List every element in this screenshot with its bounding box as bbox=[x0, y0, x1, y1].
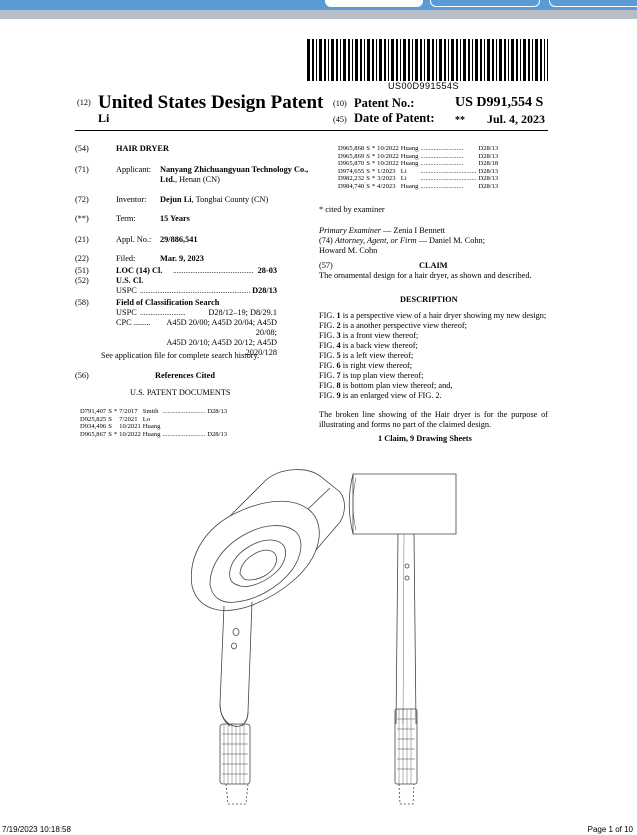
reference-row bbox=[80, 431, 229, 439]
barcode-bar bbox=[540, 39, 542, 81]
design-title: HAIR DRYER bbox=[116, 144, 169, 153]
barcode-bar bbox=[528, 39, 530, 81]
reference-no: D965,867 bbox=[80, 430, 107, 438]
barcode-bar bbox=[496, 39, 497, 81]
fig-text: is right view thereof; bbox=[340, 361, 413, 370]
barcode-bar bbox=[508, 39, 509, 81]
term-label: Term: bbox=[116, 214, 136, 223]
reference-cls: D28/13 bbox=[478, 175, 499, 183]
fig-number: 5 bbox=[336, 351, 341, 360]
description-heading: DESCRIPTION bbox=[400, 295, 458, 304]
reference-no: D974,655 bbox=[338, 167, 365, 175]
field-code: (57) bbox=[319, 261, 333, 270]
barcode-bar bbox=[532, 39, 533, 81]
field-code: (52) bbox=[75, 276, 89, 285]
reference-dots: .......................... bbox=[420, 160, 464, 168]
barcode-bar bbox=[487, 39, 490, 81]
barcode-bar bbox=[415, 39, 418, 81]
reference-row bbox=[338, 145, 500, 153]
reference-k: S bbox=[108, 415, 112, 423]
field-code: (56) bbox=[75, 371, 89, 380]
broken-line-note: The broken line showing of the Hair dryer is for the purpose of illustrating and forms no part of the claimed design. bbox=[319, 410, 548, 429]
claim-heading: CLAIM bbox=[419, 261, 448, 270]
reference-row bbox=[338, 183, 500, 191]
fig-prefix: FIG. bbox=[319, 311, 337, 320]
reference-date: 7/2021 bbox=[119, 415, 138, 423]
reference-cls: D28/13 bbox=[207, 430, 228, 438]
reference-dots: .......................... bbox=[162, 430, 206, 438]
loc-value: 28-03 bbox=[257, 266, 277, 275]
barcode-bar bbox=[472, 39, 473, 81]
barcode-bar bbox=[475, 39, 478, 81]
date-code: (45) bbox=[333, 115, 347, 124]
toolbar-button-1[interactable] bbox=[325, 0, 423, 7]
attorney-code: (74) bbox=[319, 236, 333, 245]
barcode-bar bbox=[499, 39, 502, 81]
reference-k: S bbox=[108, 423, 112, 431]
barcode-bar bbox=[367, 39, 370, 81]
cited-note: * cited by examiner bbox=[319, 205, 385, 214]
fig-prefix: FIG. bbox=[319, 351, 337, 360]
barcode-bar bbox=[336, 39, 338, 81]
description-line bbox=[319, 341, 548, 351]
reference-k: S bbox=[366, 175, 370, 183]
reference-cls: D28/13 bbox=[478, 152, 499, 160]
reference-star: * bbox=[371, 160, 376, 168]
barcode-bar bbox=[504, 39, 506, 81]
field-code: (58) bbox=[75, 298, 89, 307]
loc-label: LOC (14) Cl. bbox=[116, 266, 163, 275]
reference-name: Huang bbox=[142, 423, 161, 431]
reference-name: Huang bbox=[400, 182, 419, 190]
uspc-label: USPC bbox=[116, 286, 137, 295]
field-code: (72) bbox=[75, 195, 89, 204]
loc-row: LOC (14) Cl. .............................................. 28-03 bbox=[116, 266, 277, 275]
attorney-name: — Daniel M. Cohn; bbox=[416, 236, 486, 245]
reference-date: 1/2023 bbox=[377, 167, 396, 175]
fig-prefix: FIG. bbox=[319, 391, 337, 400]
barcode-bar bbox=[436, 39, 437, 81]
reference-name: Lo bbox=[142, 415, 151, 423]
barcode-bar bbox=[547, 39, 548, 81]
reference-k: S bbox=[366, 145, 370, 152]
barcode-number: US00D991554S bbox=[388, 81, 460, 91]
reference-row bbox=[80, 423, 229, 431]
barcode-bar bbox=[307, 39, 310, 81]
description-list bbox=[319, 311, 548, 401]
barcode-bar bbox=[340, 39, 341, 81]
barcode-bar bbox=[379, 39, 382, 81]
barcode-bar bbox=[408, 39, 410, 81]
right-dryer bbox=[349, 474, 456, 804]
reference-date: 10/2022 bbox=[377, 145, 399, 152]
barcode-bar bbox=[348, 39, 350, 81]
fig-number: 1 bbox=[336, 311, 341, 320]
reference-date: 3/2023 bbox=[377, 175, 396, 183]
reference-name: Huang bbox=[142, 430, 161, 438]
reference-date: 7/2017 bbox=[119, 408, 138, 415]
fig-number: 3 bbox=[336, 331, 341, 340]
filed-value: Mar. 9, 2023 bbox=[160, 254, 204, 263]
barcode-bar bbox=[388, 39, 389, 81]
barcode-bar bbox=[424, 39, 425, 81]
reference-no: D984,740 bbox=[338, 182, 365, 190]
reference-cls: D28/18 bbox=[478, 160, 499, 168]
fig-number: 2 bbox=[336, 321, 341, 330]
barcode-bar bbox=[376, 39, 377, 81]
barcode-bar bbox=[448, 39, 449, 81]
kind-code: (12) bbox=[77, 98, 91, 107]
hair-dryer-drawing bbox=[170, 454, 470, 809]
attorney-label: Attorney, Agent, or Firm bbox=[334, 236, 417, 245]
reference-star: * bbox=[371, 167, 376, 175]
reference-no: D965,870 bbox=[338, 160, 365, 168]
barcode-bar bbox=[316, 39, 317, 81]
reference-dots: .................................. bbox=[420, 167, 477, 175]
description-line bbox=[319, 351, 548, 361]
fig-text: is a front view thereof; bbox=[340, 331, 419, 340]
reference-row bbox=[338, 153, 500, 161]
patent-date: Jul. 4, 2023 bbox=[487, 112, 546, 126]
toolbar-button-2[interactable] bbox=[430, 0, 540, 7]
browser-top-bar bbox=[0, 0, 637, 10]
field-code: (21) bbox=[75, 235, 89, 244]
barcode-bar bbox=[544, 39, 545, 81]
reference-row bbox=[338, 160, 500, 168]
us-patent-docs-heading: U.S. PATENT DOCUMENTS bbox=[130, 388, 231, 397]
reference-date: 10/2022 bbox=[377, 160, 399, 168]
applicant-value bbox=[160, 165, 310, 185]
reference-cls: D28/13 bbox=[478, 145, 499, 152]
barcode-bar bbox=[444, 39, 446, 81]
reference-date: 10/2022 bbox=[377, 152, 399, 160]
reference-no: D925,825 bbox=[80, 415, 107, 423]
inventor-value bbox=[160, 195, 268, 205]
fig-prefix: FIG. bbox=[319, 321, 337, 330]
barcode-bar bbox=[432, 39, 434, 81]
fig-prefix: FIG. bbox=[319, 361, 337, 370]
field-code: (22) bbox=[75, 254, 89, 263]
reference-row bbox=[80, 416, 229, 424]
attorney-row bbox=[319, 236, 485, 246]
barcode-bar bbox=[520, 39, 521, 81]
reference-k: S bbox=[366, 152, 370, 160]
reference-cls bbox=[207, 423, 229, 431]
reference-name: Li bbox=[400, 167, 407, 175]
claim-text: The ornamental design for a hair dryer, as shown and described. bbox=[319, 271, 532, 280]
reference-dots bbox=[162, 423, 207, 431]
barcode-bar bbox=[391, 39, 394, 81]
description-line bbox=[319, 361, 548, 371]
reference-date: 10/2022 bbox=[119, 430, 141, 438]
cpc-line: A45D 20/00; A45D 20/04; A45D 20/08; bbox=[166, 318, 277, 337]
reference-star: * bbox=[113, 408, 118, 415]
footer-timestamp: 7/19/2023 10:18:58 bbox=[2, 825, 71, 834]
examiner-row bbox=[319, 226, 445, 236]
field-uspc-label: USPC bbox=[116, 308, 137, 317]
barcode-bar bbox=[331, 39, 334, 81]
uspc-row: USPC ............................................................... D28/13 bbox=[116, 286, 277, 295]
footer-page: Page 1 of 10 bbox=[587, 825, 633, 834]
reference-date: 10/2021 bbox=[119, 423, 141, 431]
reference-star: * bbox=[371, 182, 376, 190]
reference-k: S bbox=[366, 160, 370, 168]
reference-dots: .......................... bbox=[420, 145, 464, 152]
barcode-bar bbox=[463, 39, 466, 81]
barcode-bar bbox=[360, 39, 362, 81]
filed-label: Filed: bbox=[116, 254, 136, 263]
examiner-name: — Zenia I Bennett bbox=[380, 226, 446, 235]
barcode-bar bbox=[324, 39, 326, 81]
patent-no-code: (10) bbox=[333, 99, 347, 108]
reference-k: S bbox=[366, 182, 370, 190]
appl-value: 29/886,541 bbox=[160, 235, 198, 244]
applicant-label: Applicant: bbox=[116, 165, 152, 174]
description-line bbox=[319, 391, 548, 401]
reference-no: D965,868 bbox=[338, 145, 365, 152]
fig-prefix: FIG. bbox=[319, 341, 337, 350]
patent-number: US D991,554 S bbox=[455, 95, 544, 110]
reference-k: S bbox=[108, 408, 112, 415]
date-label: Date of Patent: bbox=[354, 111, 435, 125]
reference-cls: D28/13 bbox=[478, 182, 499, 190]
barcode-bar bbox=[384, 39, 386, 81]
search-history-note: See application file for complete search history. bbox=[101, 351, 260, 360]
us-cl-label: U.S. Cl. bbox=[116, 276, 144, 285]
field-code: (**) bbox=[75, 214, 89, 223]
fig-number: 7 bbox=[336, 371, 341, 380]
barcode-bar bbox=[468, 39, 470, 81]
references-heading: References Cited bbox=[155, 371, 215, 380]
reference-no: D934,496 bbox=[80, 423, 107, 431]
reference-k: S bbox=[366, 167, 370, 175]
reference-star: * bbox=[113, 430, 118, 438]
description-line bbox=[319, 381, 548, 391]
description-line bbox=[319, 331, 548, 341]
inventor-surname: Li bbox=[98, 111, 110, 125]
field-uspc-row: USPC .......................... D28/12–19; D8/29.1 bbox=[116, 308, 277, 317]
reference-date: 4/2023 bbox=[377, 182, 396, 190]
reference-cls: D28/13 bbox=[207, 408, 228, 415]
barcode-bar bbox=[420, 39, 422, 81]
barcode-bar bbox=[364, 39, 365, 81]
field-uspc-value: D28/12–19; D8/29.1 bbox=[208, 308, 277, 317]
reference-row bbox=[338, 168, 500, 176]
patent-page bbox=[0, 19, 637, 821]
fig-text: is a left view thereof; bbox=[340, 351, 414, 360]
reference-cls bbox=[207, 416, 229, 424]
barcode-bar bbox=[523, 39, 526, 81]
barcode-bar bbox=[403, 39, 406, 81]
fig-prefix: FIG. bbox=[319, 381, 337, 390]
barcode-bar bbox=[484, 39, 485, 81]
barcode-bar bbox=[400, 39, 401, 81]
reference-name: Huang bbox=[400, 145, 419, 152]
fig-number: 6 bbox=[336, 361, 341, 370]
reference-star: * bbox=[371, 145, 376, 152]
reference-no: D982,232 bbox=[338, 175, 365, 183]
barcode-bar bbox=[456, 39, 458, 81]
field-code: (54) bbox=[75, 144, 89, 153]
fig-text: is a perspective view of a hair dryer showing my new design; bbox=[340, 311, 547, 320]
appl-label: Appl. No.: bbox=[116, 235, 152, 244]
claims-sheets: 1 Claim, 9 Drawing Sheets bbox=[378, 434, 472, 443]
barcode-bar bbox=[372, 39, 374, 81]
reference-k: S bbox=[108, 430, 112, 438]
reference-dots: .......................... bbox=[420, 182, 464, 190]
reference-star: * bbox=[371, 175, 376, 183]
barcode-bar bbox=[352, 39, 353, 81]
reference-row bbox=[338, 175, 500, 183]
reference-no: D791,407 bbox=[80, 408, 107, 415]
barcode-bar bbox=[439, 39, 442, 81]
barcode-bar bbox=[480, 39, 482, 81]
date-marker: ** bbox=[455, 115, 465, 126]
fig-text: is top plan view thereof; bbox=[340, 371, 424, 380]
fig-prefix: FIG. bbox=[319, 371, 337, 380]
fig-number: 9 bbox=[336, 391, 341, 400]
barcode-bar bbox=[319, 39, 322, 81]
toolbar-button-3[interactable] bbox=[549, 0, 637, 7]
inventor-name: Dejun Li bbox=[160, 195, 192, 204]
barcode-bar bbox=[312, 39, 314, 81]
barcode-bar bbox=[355, 39, 358, 81]
header-rule bbox=[75, 130, 548, 131]
references-table-left bbox=[80, 408, 229, 438]
inventor-place: , Tongbai County (CN) bbox=[191, 195, 269, 204]
left-dryer bbox=[191, 470, 344, 804]
reference-no: D965,869 bbox=[338, 152, 365, 160]
barcode-bar bbox=[451, 39, 454, 81]
barcode-bar bbox=[492, 39, 494, 81]
print-footer bbox=[0, 821, 637, 835]
references-table-right bbox=[338, 145, 500, 191]
cpc-line: 2020/128 bbox=[245, 348, 277, 357]
description-line bbox=[319, 321, 548, 331]
reference-dots: .................................. bbox=[420, 175, 477, 183]
reference-cls: D28/13 bbox=[478, 167, 499, 175]
barcode-bar bbox=[412, 39, 413, 81]
patent-title: United States Design Patent bbox=[98, 92, 324, 113]
cpc-line: A45D 20/10; A45D 20/12; A45D bbox=[166, 338, 277, 347]
fig-text: is bottom plan view thereof; and, bbox=[340, 381, 453, 390]
description-line bbox=[319, 371, 548, 381]
reference-dots: .......................... bbox=[420, 152, 464, 160]
fig-text: is a another perspective view thereof; bbox=[340, 321, 467, 330]
barcode-bar bbox=[535, 39, 538, 81]
reference-name: Smith bbox=[142, 408, 159, 415]
barcode-bar bbox=[396, 39, 398, 81]
patent-no-label: Patent No.: bbox=[354, 96, 415, 110]
applicant-name: Nanyang Zhichuangyuan Technology Co., Ltd. bbox=[160, 165, 309, 184]
examiner-label: Primary Examiner bbox=[319, 226, 381, 235]
fig-text: is an enlarged view of FIG. 2. bbox=[340, 391, 442, 400]
reference-name: Huang bbox=[400, 160, 419, 168]
field-search-label: Field of Classification Search bbox=[116, 298, 220, 307]
uspc-value: D28/13 bbox=[252, 286, 277, 295]
reference-name: Huang bbox=[400, 152, 419, 160]
field-code: (51) bbox=[75, 266, 89, 275]
barcode-bar bbox=[427, 39, 430, 81]
reference-dots: .......................... bbox=[162, 408, 206, 415]
barcode bbox=[307, 39, 548, 81]
reference-dots bbox=[162, 416, 207, 424]
reference-row bbox=[80, 408, 229, 416]
barcode-bar bbox=[343, 39, 346, 81]
viewer-gutter bbox=[0, 10, 637, 19]
barcode-bar bbox=[516, 39, 518, 81]
fig-prefix: FIG. bbox=[319, 331, 337, 340]
applicant-place: , Henan (CN) bbox=[175, 175, 220, 184]
field-cpc-label: CPC ........ bbox=[116, 318, 151, 327]
fig-text: is a back view thereof; bbox=[340, 341, 418, 350]
barcode-bar bbox=[460, 39, 461, 81]
reference-name: Li bbox=[400, 175, 407, 183]
barcode-bar bbox=[328, 39, 329, 81]
attorney-name-2: Howard M. Cohn bbox=[319, 246, 378, 255]
barcode-bar bbox=[511, 39, 514, 81]
inventor-label: Inventor: bbox=[116, 195, 147, 204]
term-value: 15 Years bbox=[160, 214, 190, 223]
field-code: (71) bbox=[75, 165, 89, 174]
description-line bbox=[319, 311, 548, 321]
fig-number: 4 bbox=[336, 341, 341, 350]
reference-star: * bbox=[371, 152, 376, 160]
fig-number: 8 bbox=[336, 381, 341, 390]
